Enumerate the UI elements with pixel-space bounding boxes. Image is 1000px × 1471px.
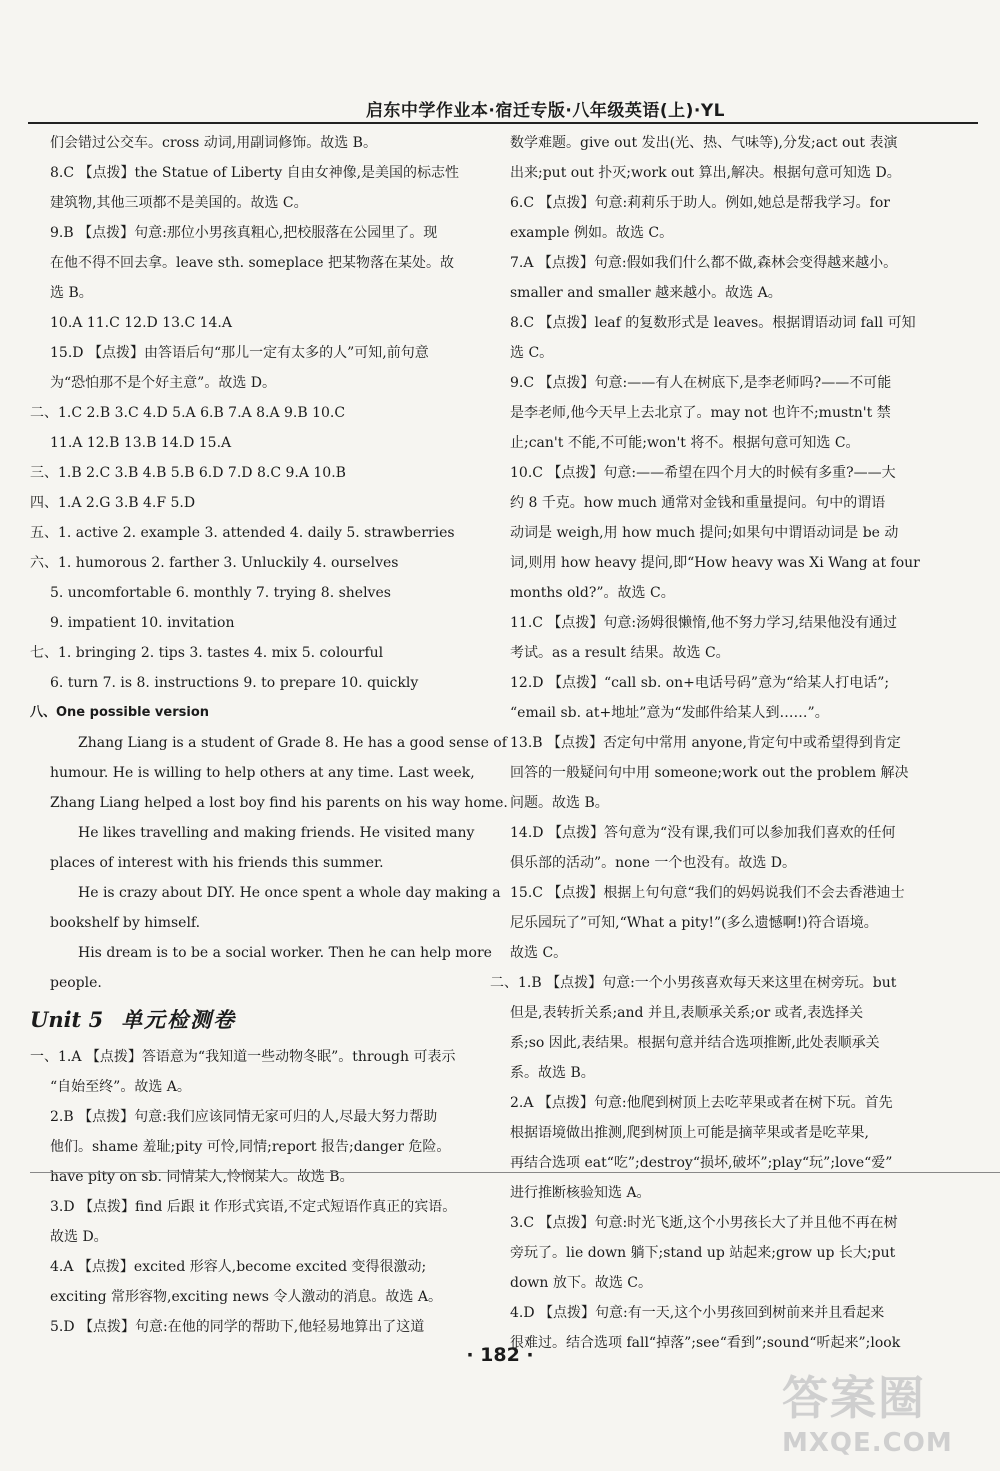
- text-line: 再结合选项 eat“吃”;destroy“损坏,破坏”;play“玩”;love“爱”: [510, 1155, 893, 1171]
- text-line: 二、1.C 2.B 3.C 4.D 5.A 6.B 7.A 8.A 9.B 10.C: [30, 405, 346, 421]
- text-line: 15.C 【点拨】根据上句句意“我们的妈妈说我们不会去香港迪士: [510, 885, 905, 901]
- text-line: 15.D 【点拨】由答语后句“那儿一定有太多的人”可知,前句意: [50, 345, 429, 361]
- text-line: 二、1.B 【点拨】句意:一个小男孩喜欢每天来这里在树旁玩。but: [490, 975, 897, 991]
- text-line: 八、One possible version: [30, 705, 210, 720]
- text-line: 动词是 weigh,用 how much 提问;如果句中谓语动词是 be 动: [510, 525, 899, 541]
- text-line: 3.C 【点拨】句意:时光飞逝,这个小男孩长大了并且他不再在树: [510, 1215, 898, 1231]
- text-line: 2.A 【点拨】句意:他爬到树顶上去吃苹果或者在树下玩。首先: [510, 1095, 893, 1111]
- text-line: 一、1.A 【点拨】答语意为“我知道一些动物冬眠”。through 可表示: [30, 1049, 456, 1065]
- text-line: 6.C 【点拨】句意:莉莉乐于助人。例如,她总是帮我学习。for: [510, 195, 890, 211]
- text-line: 问题。故选 B。: [510, 795, 609, 811]
- text-line: “email sb. at+地址”意为“发邮件给某人到……”。: [510, 705, 829, 721]
- text-line: His dream is to be a social worker. Then he can help more: [78, 945, 492, 961]
- text-line: 系;so 因此,表结果。根据句意并结合选项推断,此处表顺承关: [510, 1035, 880, 1051]
- text-line: 2.B 【点拨】句意:我们应该同情无家可归的人,尽最大努力帮助: [50, 1109, 438, 1125]
- text-line: 13.B 【点拨】否定句中常用 anyone,肯定句中或希望得到肯定: [510, 735, 901, 751]
- text-line: 故选 D。: [50, 1229, 108, 1245]
- text-line: 11.C 【点拨】句意:汤姆很懒惰,他不努力学习,结果他没有通过: [510, 615, 898, 631]
- left-lines: [30, 128, 508, 998]
- text-line: 六、1. humorous 2. farther 3. Unluckily 4. ourselves: [30, 555, 399, 571]
- text-line: 选 B。: [50, 285, 93, 301]
- text-line: 七、1. bringing 2. tips 3. tastes 4. mix 5. colourful: [30, 645, 384, 661]
- book-title: 启东中学作业本·宿迁专版·八年级英语(上)·YL: [365, 101, 725, 121]
- text-line: 9.C 【点拨】句意:——有人在树底下,是李老师吗?——不可能: [510, 375, 892, 391]
- text-line: 回答的一般疑问句中用 someone;work out the problem 解决: [510, 765, 909, 781]
- text-line: 数学难题。give out 发出(光、热、气味等),分发;act out 表演: [510, 135, 898, 151]
- text-line: 5.D 【点拨】句意:在他的同学的帮助下,他轻易地算出了这道: [50, 1319, 425, 1335]
- text-line: 9. impatient 10. invitation: [50, 615, 235, 631]
- watermark-text: 答案圈: [782, 1371, 926, 1425]
- text-line: down 放下。故选 C。: [510, 1275, 653, 1291]
- text-line: months old?”。故选 C。: [510, 585, 675, 601]
- text-line: He likes travelling and making friends. He visited many: [78, 825, 475, 841]
- text-line: 7.A 【点拨】句意:假如我们什么都不做,森林会变得越来越小。: [510, 255, 898, 271]
- text-line: 5. uncomfortable 6. monthly 7. trying 8. shelves: [50, 585, 391, 601]
- text-line: 建筑物,其他三项都不是美国的。故选 C。: [50, 195, 308, 211]
- text-line: 出来;put out 扑灭;work out 算出,解决。根据句意可知选 D。: [510, 165, 901, 181]
- text-line: 他们。shame 羞耻;pity 可怜,同情;report 报告;danger 危险。: [50, 1139, 451, 1155]
- text-line: 10.A 11.C 12.D 13.C 14.A: [50, 315, 232, 331]
- text-line: example 例如。故选 C。: [510, 225, 674, 241]
- text-line: 五、1. active 2. example 3. attended 4. daily 5. strawberries: [30, 525, 455, 541]
- text-line: 止;can't 不能,不可能;won't 将不。根据句意可知选 C。: [510, 435, 860, 451]
- text-line: 10.C 【点拨】句意:——希望在四个月大的时候有多重?——大: [510, 465, 896, 481]
- text-line: 但是,表转折关系;and 并且,表顺承关系;or 或者,表选择关: [510, 1005, 864, 1021]
- text-line: 俱乐部的活动”。none 一个也没有。故选 D。: [510, 855, 797, 871]
- text-line: 三、1.B 2.C 3.B 4.B 5.B 6.D 7.D 8.C 9.A 10.B: [30, 465, 346, 481]
- unit-test-label: 单元检测卷: [121, 1007, 237, 1032]
- page-number: · 182 ·: [466, 1344, 534, 1366]
- right-column: [490, 128, 920, 1358]
- text-line: 进行推断核验知选 A。: [510, 1185, 651, 1201]
- text-line: 8.C 【点拨】the Statue of Liberty 自由女神像,是美国的标志性: [50, 165, 460, 181]
- text-line: 系。故选 B。: [510, 1065, 595, 1081]
- text-line: 9.B 【点拨】句意:那位小男孩真粗心,把校服落在公园里了。现: [50, 225, 438, 241]
- text-line: bookshelf by himself.: [50, 915, 201, 931]
- text-line: 尼乐园玩了”可知,“What a pity!”(多么遗憾啊!)符合语境。: [510, 915, 878, 931]
- unit-number: Unit 5: [30, 1007, 104, 1032]
- text-line: 14.D 【点拨】答句意为“没有课,我们可以参加我们喜欢的任何: [510, 825, 896, 841]
- text-line: 根据语境做出推测,爬到树顶上可能是摘苹果或者是吃苹果,: [510, 1125, 869, 1141]
- text-line: Zhang Liang helped a lost boy find his parents on his way home.: [50, 795, 508, 811]
- text-line: 选 C。: [510, 345, 554, 361]
- text-line: smaller and smaller 越来越小。故选 A。: [510, 285, 782, 301]
- text-line: 故选 C。: [510, 945, 568, 961]
- text-line: humour. He is willing to help others at any time. Last week,: [50, 765, 475, 781]
- watermark-domain: MXQE.COM: [782, 1428, 953, 1458]
- text-line: 考试。as a result 结果。故选 C。: [510, 645, 730, 661]
- text-line: 为“恐怕那不是个好主意”。故选 D。: [50, 375, 276, 391]
- text-line: 8.C 【点拨】leaf 的复数形式是 leaves。根据谓语动词 fall 可知: [510, 315, 916, 331]
- text-line: 是李老师,他今天早上去北京了。may not 也许不;mustn't 禁: [510, 405, 891, 421]
- text-line: 们会错过公交车。cross 动词,用副词修饰。故选 B。: [50, 135, 377, 151]
- left-column: [30, 128, 508, 1342]
- page-header: [0, 96, 1000, 126]
- text-line: people.: [50, 975, 102, 991]
- unit-heading: [30, 998, 470, 1042]
- text-line: 3.D 【点拨】find 后跟 it 作形式宾语,不定式短语作真正的宾语。: [50, 1199, 457, 1215]
- text-line: 词,则用 how heavy 提问,即“How heavy was Xi Wang at four: [510, 555, 920, 571]
- text-line: 4.D 【点拨】句意:有一天,这个小男孩回到树前来并且看起来: [510, 1305, 885, 1321]
- text-line: 约 8 千克。how much 通常对金钱和重量提问。句中的谓语: [510, 495, 886, 511]
- section-divider: [30, 1172, 1000, 1173]
- text-line: have pity on sb. 同情某人,怜悯某人。故选 B。: [50, 1169, 354, 1185]
- text-line: 12.D 【点拨】“call sb. on+电话号码”意为“给某人打电话”;: [510, 675, 890, 691]
- text-line: exciting 常形容物,exciting news 令人激动的消息。故选 A。: [50, 1289, 442, 1305]
- text-line: 很难过。结合选项 fall“掉落”;see“看到”;sound“听起来”;look: [510, 1335, 901, 1351]
- left-lines-after-heading: [30, 1042, 470, 1342]
- text-line: 旁玩了。lie down 躺下;stand up 站起来;grow up 长大;put: [510, 1245, 896, 1261]
- watermark-logo: [782, 1370, 982, 1468]
- text-line: 4.A 【点拨】excited 形容人,become excited 变得很激动;: [50, 1259, 427, 1275]
- text-line: 四、1.A 2.G 3.B 4.F 5.D: [30, 495, 196, 511]
- text-line: He is crazy about DIY. He once spent a whole day making a: [78, 885, 501, 901]
- text-line: 6. turn 7. is 8. instructions 9. to prepare 10. quickly: [50, 675, 419, 691]
- right-lines: [490, 128, 920, 1358]
- text-line: 11.A 12.B 13.B 14.D 15.A: [50, 435, 232, 451]
- header-rule: [28, 122, 978, 124]
- text-line: places of interest with his friends this summer.: [50, 855, 384, 871]
- text-line: Zhang Liang is a student of Grade 8. He has a good sense of: [78, 735, 507, 751]
- text-line: “自始至终”。故选 A。: [50, 1079, 191, 1095]
- text-line: 在他不得不回去拿。leave sth. someplace 把某物落在某处。故: [50, 255, 455, 271]
